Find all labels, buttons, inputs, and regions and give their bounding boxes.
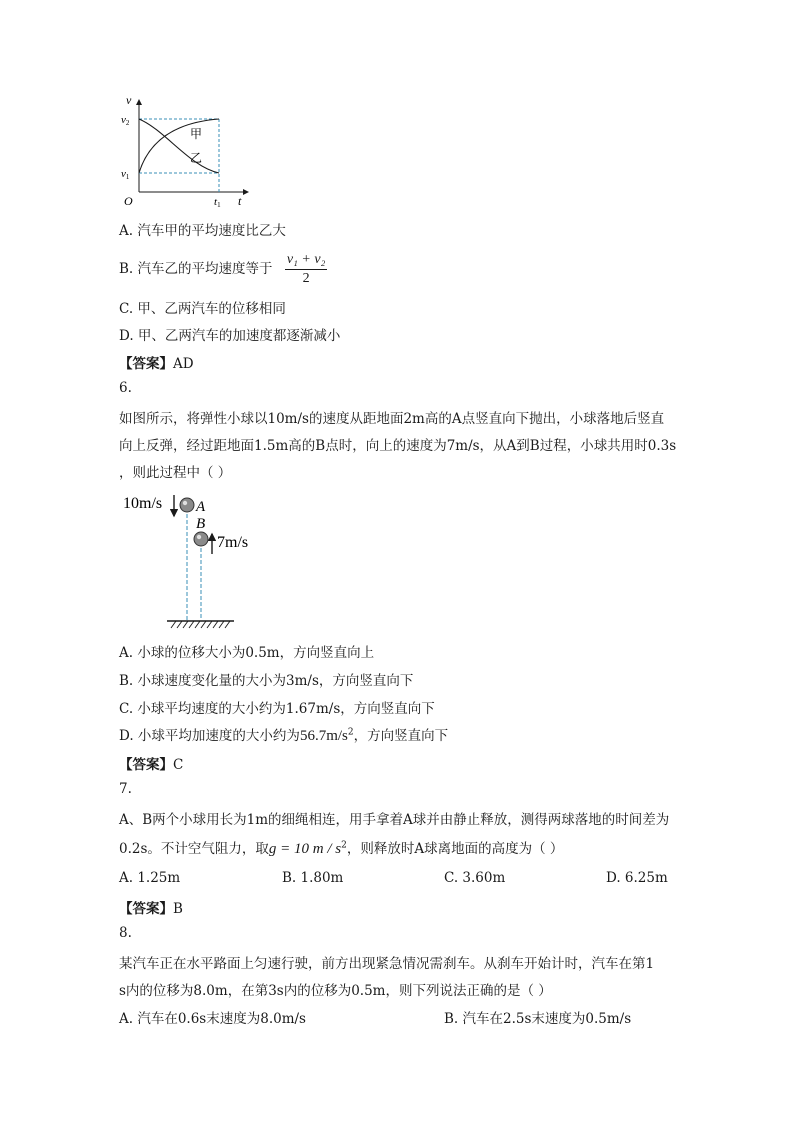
- q5-answer: 【答案】AD: [119, 356, 194, 372]
- origin-label: O: [124, 194, 133, 208]
- curve-yi: [139, 119, 219, 173]
- q6-option-a: A. 小球的位移大小为0.5m，方向竖直向上: [119, 645, 375, 661]
- q5-option-b: B. 汽车乙的平均速度等于 $\frac{\text{v₁ + v₂}}{2}$: [119, 252, 326, 286]
- q5-option-d: D. 甲、乙两汽车的加速度都逐渐减小: [119, 328, 341, 344]
- q5-option-a: A. 汽车甲的平均速度比乙大: [119, 223, 286, 239]
- v-axis-label: v: [126, 93, 132, 107]
- q8-option-a: A. 汽车在0.6s末速度为8.0m/s: [119, 1011, 306, 1027]
- q8-stem-line2: s内的位移为8.0m，在第3s内的位移为0.5m，则下列说法正确的是（ ）: [119, 983, 552, 999]
- q7-number: 7.: [119, 781, 132, 797]
- t1-label: t1: [214, 196, 221, 209]
- q8-number: 8.: [119, 925, 132, 941]
- curve-jia: [139, 119, 219, 173]
- speed-up-label: 7m/s: [217, 534, 249, 551]
- q7-option-a: A. 1.25m: [119, 870, 181, 886]
- q5-option-c: C. 甲、乙两汽车的位移相同: [119, 301, 286, 317]
- q7-answer: 【答案】B: [119, 901, 183, 917]
- q7-stem-line2: 0.2s。不计空气阻力，取g = 10 m / $s^2$，则释放时A球离地面的高度为（ ）: [119, 840, 564, 857]
- q6-number: 6.: [119, 380, 132, 396]
- curve-jia-label: 甲: [190, 127, 203, 141]
- q7-option-d: D. 6.25m: [606, 870, 668, 886]
- point-a-label: A: [196, 499, 206, 515]
- q6-option-c: C. 小球平均速度的大小约为1.67m/s，方向竖直向下: [119, 701, 435, 717]
- bounce-figure: [119, 490, 279, 630]
- q8-stem-line1: 某汽车正在水平路面上匀速行驶，前方出现紧急情况需刹车。从刹车开始计时，汽车在第1: [119, 956, 655, 972]
- q6-stem-line1: 如图所示，将弹性小球以10m/s的速度从距地面2m高的A点竖直向下抛出，小球落地后竖直: [119, 411, 665, 427]
- q6-answer: 【答案】C: [119, 757, 184, 773]
- q7-option-b: B. 1.80m: [282, 870, 344, 886]
- q6-stem-line3: ，则此过程中（ ）: [119, 465, 232, 481]
- point-b-label: B: [196, 516, 206, 532]
- v1-label: v1: [121, 168, 130, 181]
- q5-option-b-fraction: $\frac{\text{v₁ + v₂}}{2}$: [286, 252, 326, 286]
- q6-option-d: D. 小球平均加速度的大小约为$56.7m/s^2$，方向竖直向下: [119, 727, 449, 744]
- v2-label: v2: [121, 114, 130, 127]
- q6-stem-line2: 向上反弹，经过距地面1.5m高的B点时，向上的速度为7m/s，从A到B过程，小球共用时0.3s: [119, 438, 677, 454]
- velocity-time-graph: [110, 92, 260, 212]
- q7-stem-line1: A、B两个小球用长为1m的细绳相连，用手拿着A球并由静止释放，测得两球落地的时间差为: [119, 812, 670, 828]
- q7-option-c: C. 3.60m: [444, 870, 506, 886]
- curve-yi-label: 乙: [190, 151, 203, 165]
- ball-b: [194, 532, 208, 546]
- ball-a: [180, 498, 194, 512]
- q6-option-b: B. 小球速度变化量的大小为3m/s，方向竖直向下: [119, 673, 414, 689]
- speed-down-label: 10m/s: [123, 495, 163, 512]
- q8-option-b: B. 汽车在2.5s末速度为0.5m/s: [444, 1011, 632, 1027]
- t-axis-label: t: [238, 194, 242, 208]
